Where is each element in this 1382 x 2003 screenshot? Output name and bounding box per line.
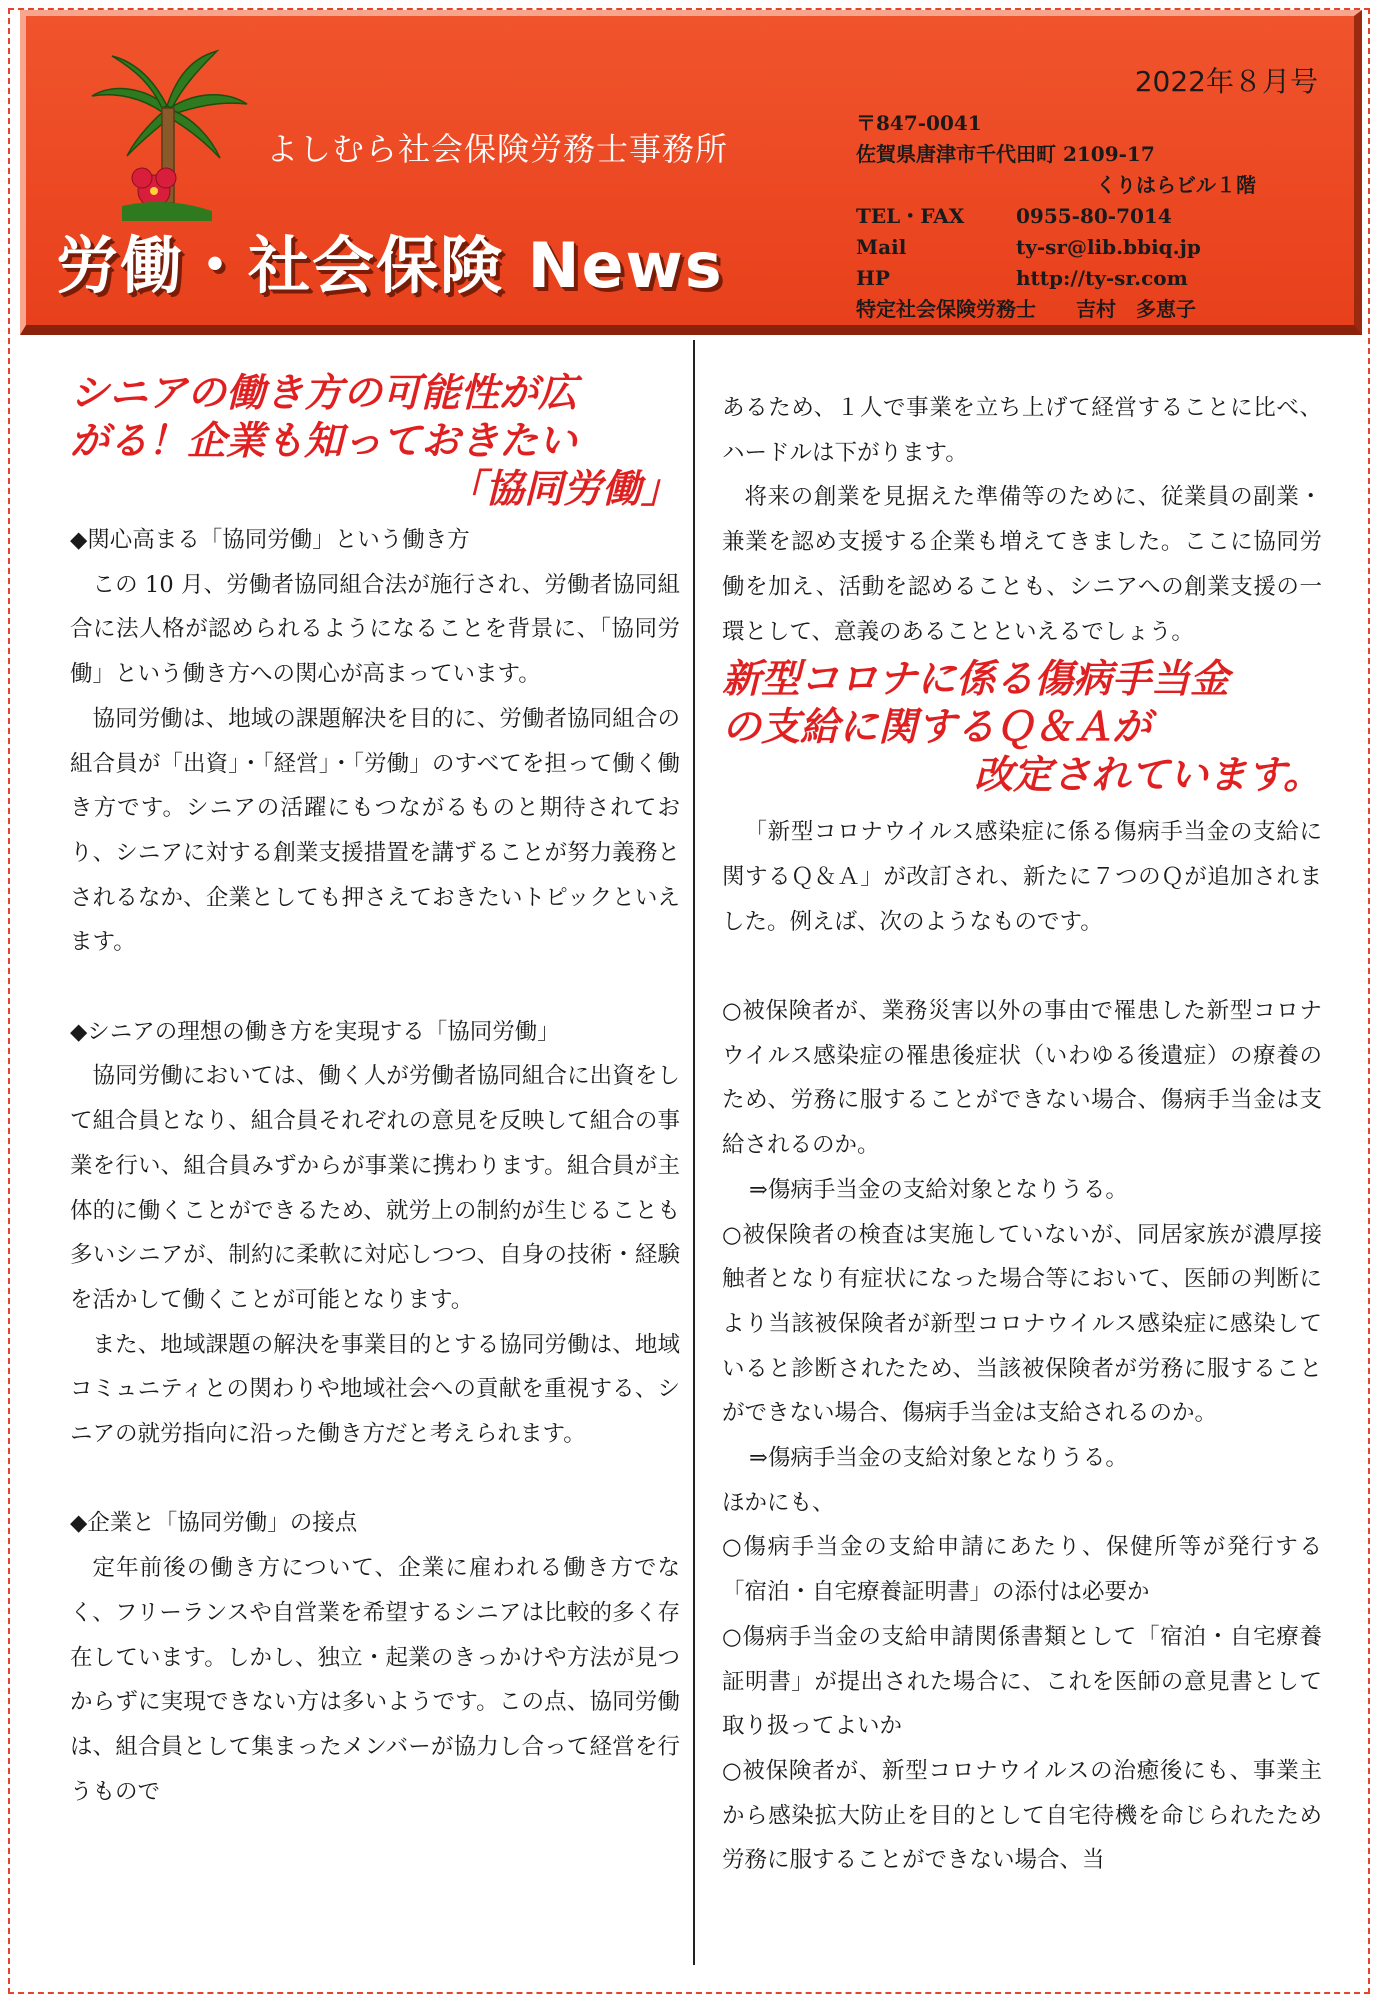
tel-label: TEL・FAX — [856, 204, 965, 228]
section-heading: ◆シニアの理想の働き方を実現する「協同労働」 — [70, 1018, 560, 1045]
palm-tree-logo — [82, 46, 252, 236]
tel-value: 0955-80-7014 — [1016, 204, 1172, 228]
section-heading: ◆企業と「協同労働」の接点 — [70, 1510, 358, 1537]
answer: ⇒傷病手当金の支給対象となりうる。 — [749, 1176, 1128, 1203]
article1-headline — [70, 370, 680, 514]
article1-headline-line3: 「協同労働」 — [445, 467, 680, 512]
hp-row — [856, 263, 1336, 294]
paragraph: 協同労働においては、働く人が労働者協同組合に出資をして組合員となり、組合員それぞれの意見を反映して組合の事業を行い、組合員みずからが事業に携わります。組合員が主体的に働くことができるため、就労上の制約が生じることも多いシニアが、制約に柔軟に対応しつつ、自身の技術・経験を活かして働くことが可能となります。 — [70, 1063, 680, 1313]
article1-headline-line2: がる！企業も知っておきたい — [70, 419, 578, 464]
paragraph: この 10 月、労働者協同組合法が施行され、労働者協同組合に法人格が認められるようになることを背景に、「協同労働」という働き方への関心が高まっています。 — [70, 571, 680, 688]
paragraph: 協同労働は、地域の課題解決を目的に、労働者協同組合の組合員が「出資」・「経営」・「労働」のすべてを担って働く働き方です。シニアの活躍にもつながるものと期待されており、シニアに対する創業支援措置を講ずることが努力義務とされるなか、企業としても押さえておきたいトピックといえます。 — [70, 705, 680, 956]
mail-label: Mail — [856, 235, 907, 259]
paragraph: 「新型コロナウイルス感染症に係る傷病手当金の支給に関するＱ＆Ａ」が改訂され、新たに７つのＱが追加されました。例えば、次のようなものです。 — [722, 819, 1322, 935]
tel-row — [856, 201, 1336, 232]
issue-date: 2022年８月号 — [1134, 65, 1318, 98]
question: ○被保険者が、業務災害以外の事由で罹患した新型コロナウイルス感染症の罹患後症状（いわゆる後遺症）の療養のため、労務に服することができない場合、傷病手当金は支給されるのか。 — [722, 998, 1322, 1159]
address-line-1: 佐賀県唐津市千代田町 2109-17 — [856, 142, 1155, 166]
answer: ⇒傷病手当金の支給対象となりうる。 — [749, 1445, 1128, 1472]
postal-code: 〒847-0041 — [856, 111, 982, 135]
hp-value: http://ty-sr.com — [1016, 266, 1188, 290]
newsletter-title: 労働・社会保険 News — [56, 229, 724, 302]
mail-row — [856, 232, 1336, 263]
section-heading: ◆関心高まる「協同労働」という働き方 — [70, 527, 470, 553]
article2-headline-line3: 改定されています。 — [974, 753, 1322, 799]
paragraph: また、地域課題の解決を事業目的とする協同労働は、地域コミュニティとの関わりや地域社会への貢献を重視する、シニアの就労指向に沿った働き方だと考えられます。 — [70, 1331, 680, 1448]
office-name: よしむら社会保険労務士事務所 — [266, 130, 729, 168]
column-divider — [693, 340, 695, 1965]
title-label: 特定社会保険労務士 — [856, 297, 1036, 321]
paragraph-continued: あるため、１人で事業を立ち上げて経営することに比べ、ハードルは下がります。 — [722, 395, 1322, 466]
article2-headline-line2: の支給に関するＱ＆Ａが — [722, 705, 1152, 751]
question: ○傷病手当金の支給申請にあたり、保健所等が発行する「宿泊・自宅療養証明書」の添付は必要か — [722, 1534, 1322, 1606]
left-column — [70, 370, 680, 1814]
address-line-2: くりはらビル１階 — [1096, 173, 1256, 197]
hp-label: HP — [856, 266, 890, 290]
newsletter-header — [20, 10, 1362, 335]
right-column — [722, 386, 1322, 1883]
question: ○被保険者の検査は実施していないが、同居家族が濃厚接触者となり有症状になった場合等において、医師の判断により当該被保険者が新型コロナウイルス感染症に感染していると診断されたため、当該被保険者が労務に服することができない場合、傷病手当金は支給されるのか。 — [722, 1221, 1322, 1427]
article2-headline — [722, 656, 1322, 800]
paragraph: 将来の創業を見据えた準備等のために、従業員の副業・兼業を認め支援する企業も増えてきました。ここに協同労働を加え、活動を認めることも、シニアへの創業支援の一環として、意義のあることといえるでしょう。 — [722, 484, 1322, 645]
name-row — [856, 294, 1336, 325]
question: ○傷病手当金の支給申請関係書類として「宿泊・自宅療養証明書」が提出された場合に、これを医師の意見書として取り扱ってよいか — [722, 1623, 1322, 1740]
contact-block — [856, 108, 1336, 325]
article2-headline-line1: 新型コロナに係る傷病手当金 — [722, 657, 1230, 703]
person-name: 吉村 多恵子 — [1076, 297, 1196, 321]
paragraph: 定年前後の働き方について、企業に雇われる働き方でなく、フリーランスや自営業を希望するシニアは比較的多く存在しています。しかし、独立・起業のきっかけや方法が見つからずに実現できない方は多いようです。この点、協同労働は、組合員として集まったメンバーが協力し合って経営を行うもので — [70, 1555, 680, 1805]
question: ○被保険者が、新型コロナウイルスの治癒後にも、事業主から感染拡大防止を目的として自宅待機を命じられたため労務に服することができない場合、当 — [722, 1757, 1322, 1874]
paragraph: ほかにも、 — [722, 1489, 835, 1516]
article1-headline-line1: シニアの働き方の可能性が広 — [70, 371, 578, 416]
mail-value: ty-sr@lib.bbiq.jp — [1016, 235, 1201, 259]
